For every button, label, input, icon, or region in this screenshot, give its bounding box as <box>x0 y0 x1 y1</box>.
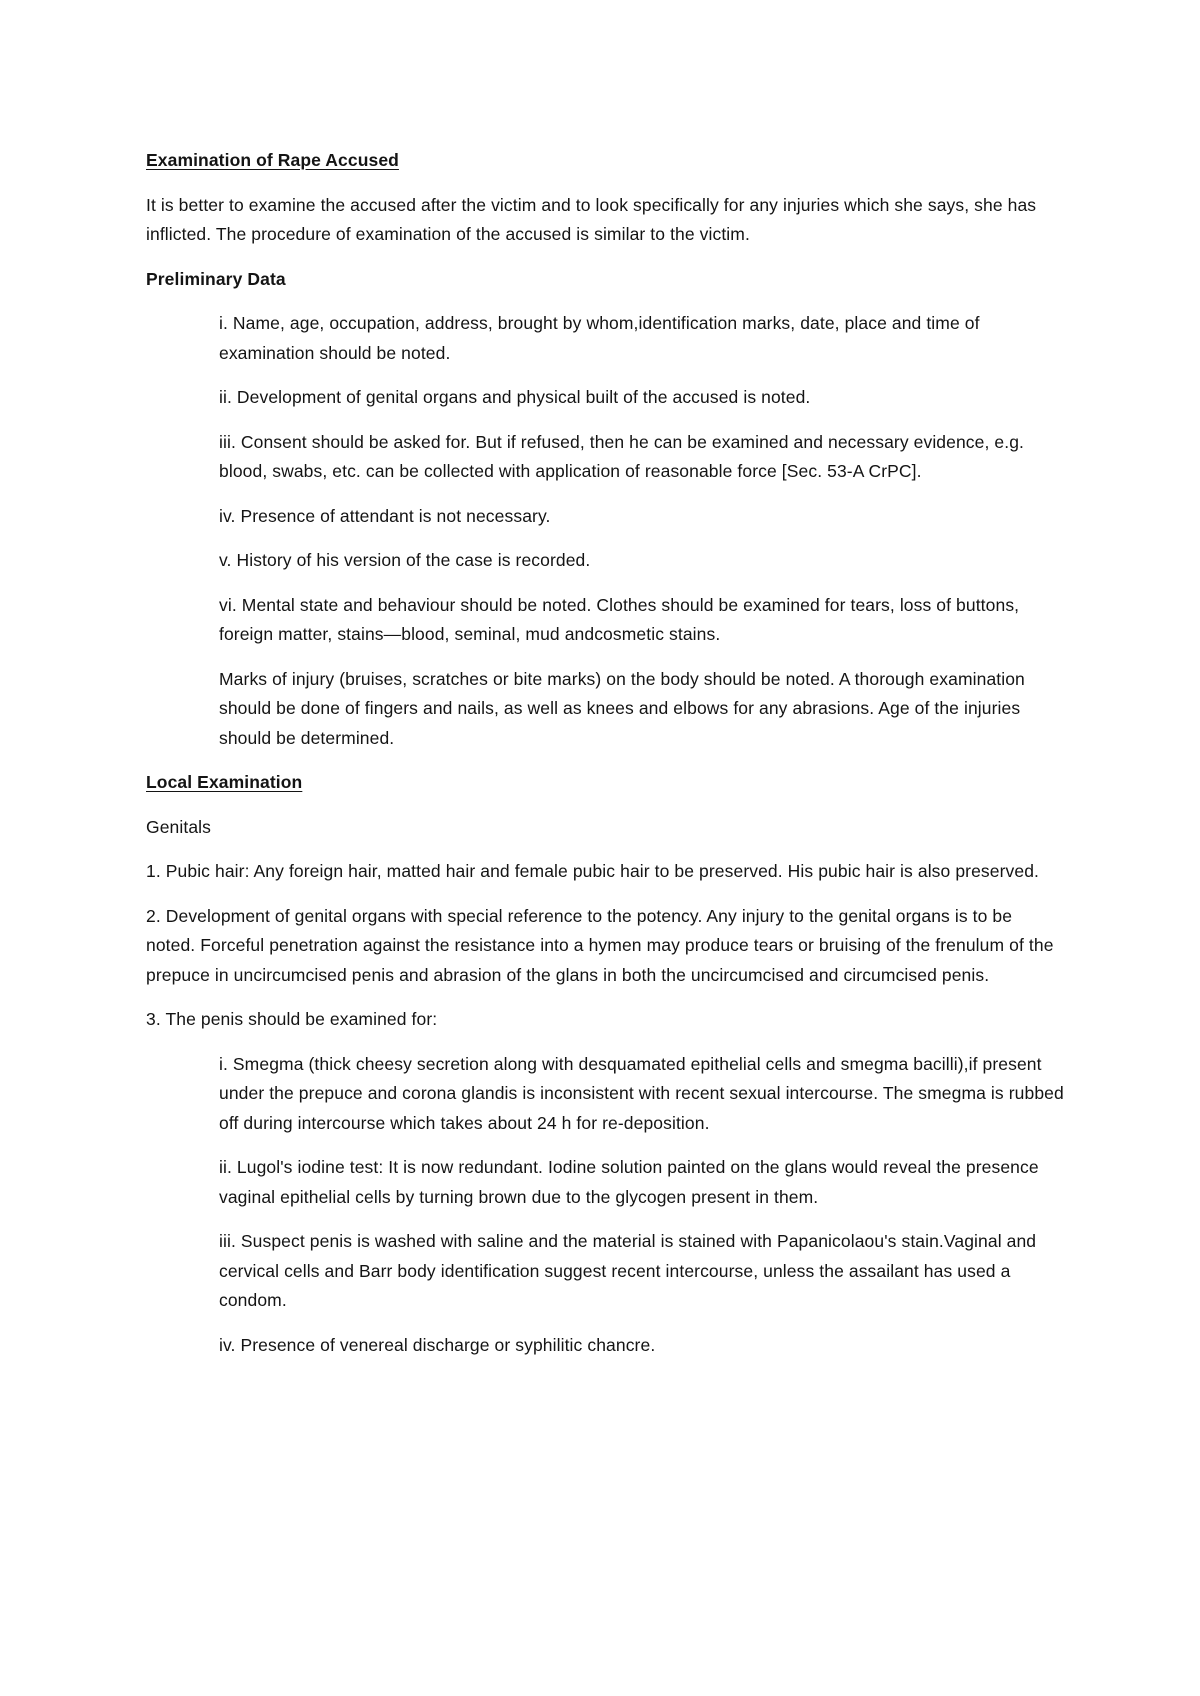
penis-exam-item: i. Smegma (thick cheesy secretion along with desquamated epithelial cells and smegma bacilli),if present under the prepuce and corona glandis is inconsistent with recent sexual intercourse. The smegma is rubbed off during intercourse which takes about 24 h for re-deposition. <box>219 1053 1064 1133</box>
local-examination-heading: Local Examination <box>146 772 303 792</box>
preliminary-item: v. History of his version of the case is recorded. <box>219 550 591 570</box>
preliminary-heading: Preliminary Data <box>146 268 286 289</box>
document-title: Examination of Rape Accused <box>146 150 399 170</box>
preliminary-item: vi. Mental state and behaviour should be noted. Clothes should be examined for tears, loss of buttons, foreign matter, stains—blood, seminal, mud andcosmetic stains. <box>219 594 1020 644</box>
preliminary-item: i. Name, age, occupation, address, brought by whom,identification marks, date, place and time of examination should be noted. <box>219 313 980 363</box>
local-item: 2. Development of genital organs with special reference to the potency. Any injury to the genital organs is to be noted. Forceful penetration against the resistance into a hymen may produce tears or bruising of the frenulum of the prepuce in uncircumcised penis and abrasion of the glans in both the uncircumcised and circumcised penis. <box>146 905 1054 985</box>
document-page <box>146 146 1066 1375</box>
penis-exam-item: iv. Presence of venereal discharge or syphilitic chancre. <box>219 1334 656 1355</box>
intro-paragraph: It is better to examine the accused after the victim and to look specifically for any injuries which she says, she has inflicted. The procedure of examination of the accused is similar to the victim. <box>146 194 1037 244</box>
preliminary-item: Marks of injury (bruises, scratches or bite marks) on the body should be noted. A thorough examination should be done of fingers and nails, as well as knees and elbows for any abrasions. Age of the injuries should be determined. <box>219 668 1025 748</box>
preliminary-item: iii. Consent should be asked for. But if refused, then he can be examined and necessary evidence, e.g. blood, swabs, etc. can be collected with application of reasonable force [Sec. 53-A CrPC]. <box>219 431 1025 481</box>
preliminary-item: ii. Development of genital organs and physical built of the accused is noted. <box>219 387 811 407</box>
penis-exam-item: ii. Lugol's iodine test: It is now redundant. Iodine solution painted on the glans would reveal the presence vaginal epithelial cells by turning brown due to the glycogen present in them. <box>219 1157 1039 1207</box>
preliminary-item: iv. Presence of attendant is not necessary. <box>219 505 551 526</box>
genitals-subheading: Genitals <box>146 816 211 837</box>
local-item: 1. Pubic hair: Any foreign hair, matted hair and female pubic hair to be preserved. His pubic hair is also preserved. <box>146 861 1040 881</box>
local-item: 3. The penis should be examined for: <box>146 1009 438 1029</box>
penis-exam-item: iii. Suspect penis is washed with saline and the material is stained with Papanicolaou's stain.Vaginal and cervical cells and Barr body identification suggest recent intercourse, unless the assailant has used a condom. <box>219 1231 1037 1310</box>
